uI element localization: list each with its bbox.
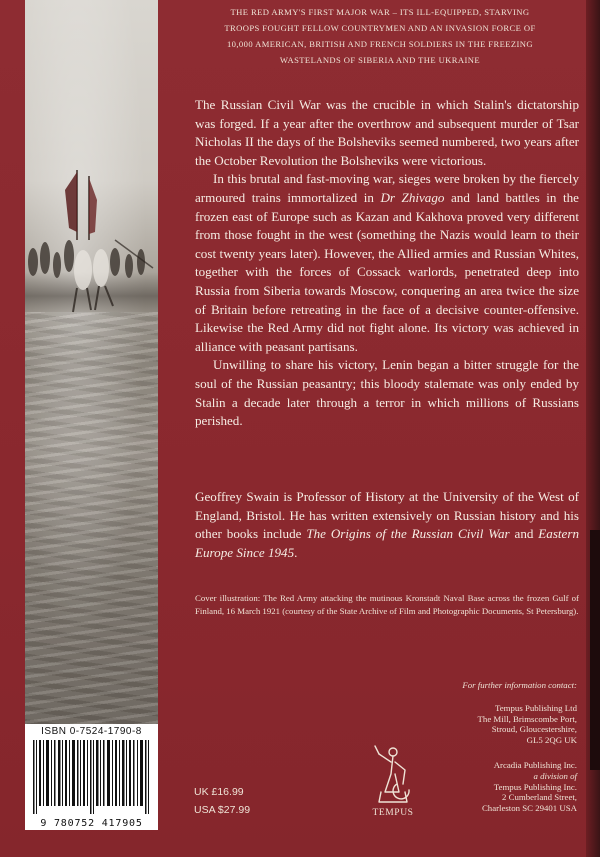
author-text: and: [509, 526, 539, 542]
blurb: [195, 96, 579, 431]
isbn-label: ISBN 0-7524-1790-8: [41, 726, 142, 737]
author-paragraph: [195, 488, 579, 562]
publisher-logo-label: TEMPUS: [372, 808, 414, 818]
blurb-paragraph-2: [195, 170, 579, 356]
address-line: a division of: [533, 770, 577, 781]
contact-heading: For further information contact:: [462, 680, 577, 690]
soldiers-with-flags-icon: [25, 0, 158, 330]
address-line: The Mill, Brimscombe Port,: [477, 713, 577, 724]
blurb-paragraph-1: The Russian Civil War was the crucible in which Stalin's dictatorship was forged. If a year after the overthrow and subsequent murder of Tsar Nicholas II the days of the Bolsheviks seemed numbered, two years after the October Revolution the Bolsheviks were victorious.: [195, 97, 579, 168]
address-line: Stroud, Gloucestershire,: [491, 724, 577, 735]
prices: [194, 783, 250, 819]
tagline-line: THE RED ARMY'S FIRST MAJOR WAR – ITS ILL-EQUIPPED, STARVING: [230, 7, 530, 17]
edge-shadow: [590, 530, 600, 770]
photo-snowfield: [25, 312, 158, 724]
film-title: Dr Zhivago: [380, 189, 445, 205]
barcode-icon: [31, 740, 152, 814]
tagline: [185, 4, 575, 68]
blurb-text: and land battles in the frozen east of Europe such as Kazan and Kakhova proved very different from those fought in the west (something the Nazis would learn to their cost twenty years later). However, the Allied armies and Russian Whites, together with the forces of Cossack warlords, penetrated deep into Russia from Siberia towards Moscow, conquering an area twice the size of Britain before retreating in the face of a decisive counter-offensive. Likewise the Red Army did not fight alone. Its victory was achieved in alliance with peasant partisans.: [195, 189, 579, 354]
author-bio: [195, 488, 579, 562]
address-line: 2 Cumberland Street,: [501, 792, 577, 803]
tempus-figure-icon: [367, 740, 417, 818]
cover-caption: [195, 592, 579, 617]
caption-text: Cover illustration: The Red Army attacking the mutinous Kronstadt Naval Base across the frozen Gulf of Finland, 16 March 1921 (courtesy of the State Archive of Film and Photographic Documents, St Petersburg).: [195, 593, 579, 616]
cover-photo-strip: [25, 0, 158, 724]
barcode-number: 9 780752 417905: [40, 818, 143, 829]
tagline-line: TROOPS FOUGHT FELLOW COUNTRYMEN AND AN INVASION FORCE OF: [224, 23, 536, 33]
book-title: The Origins of the Russian Civil War: [306, 526, 510, 542]
blurb-paragraph-3: Unwilling to share his victory, Lenin began a bitter struggle for the soul of the Russian peasantry; this bloody stalemate was only ended by Stalin a decade later through a terror in which millions of Russians perished.: [195, 357, 579, 429]
book-title: Eastern Europe Since 1945: [195, 526, 580, 560]
author-text: .: [294, 544, 298, 560]
address-line: Tempus Publishing Ltd: [495, 702, 577, 713]
address-line: Tempus Publishing Inc.: [493, 781, 577, 792]
price-uk: UK £16.99: [194, 786, 244, 798]
tagline-line: WASTELANDS OF SIBERIA AND THE UKRAINE: [279, 55, 481, 65]
address-line: Arcadia Publishing Inc.: [493, 759, 577, 770]
author-text: Geoffrey Swain is Professor of History at the University of the West of England, Bristol. He has written extensively on Russian history and his other books include: [195, 489, 579, 542]
blurb-text: In this brutal and fast-moving war, sieges were broken by the fiercely armoured trains immortalized in: [195, 171, 579, 205]
address-line: GL5 2QG UK: [526, 735, 577, 746]
address-line: Charleston SC 29401 USA: [481, 803, 577, 814]
cover-right-edge: [586, 0, 600, 857]
tagline-line: 10,000 AMERICAN, BRITISH AND FRENCH SOLDIERS IN THE FREEZING: [226, 39, 533, 49]
price-usa: USA $27.99: [194, 804, 251, 816]
barcode-box: [25, 724, 158, 830]
